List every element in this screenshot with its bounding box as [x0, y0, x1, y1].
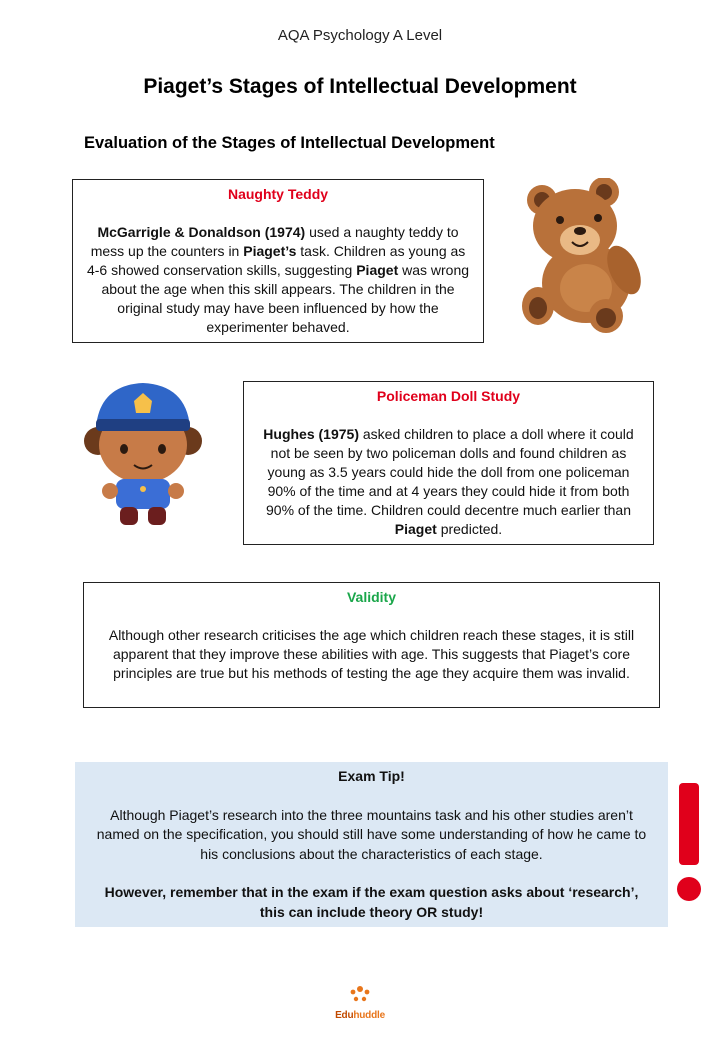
validity-body: Although other research criticises the age which children reach these stages, it is still apparent that they improve these abilities with age. This suggests that Piaget’s core principles are true but his methods of testing the age they acquire them was invalid.: [108, 627, 635, 681]
logo-wordmark: [330, 1010, 390, 1021]
authors: Hughes (1975): [263, 426, 359, 442]
policeman-doll-title: Policeman Doll Study: [376, 388, 521, 404]
policeman-doll-box: [243, 381, 654, 545]
piaget-name: Piaget: [394, 521, 437, 537]
naughty-teddy-box: [72, 179, 484, 343]
logo-part: Edu: [335, 1010, 354, 1021]
eduhuddle-logo: [330, 985, 390, 1025]
page-header: AQA Psychology A Level: [277, 27, 443, 44]
body-text: task. Children as young as 4-6 showed conservation skills, suggesting: [86, 243, 466, 278]
exam-tip-warning: However, remember that in the exam if the exam question asks about ‘research’, this can include theory OR study!: [104, 884, 639, 920]
exam-tip-panel: [75, 762, 668, 927]
validity-box: [83, 582, 660, 708]
body-text: asked children to place a doll where it could not be seen by two policeman dolls and found children as young as 3.5 years could hide the doll from one policeman 90% of the time and at 4 years they could hide it from both 90% of the time. Children could decentre much earlier than: [266, 426, 634, 518]
naughty-teddy-title: Naughty Teddy: [227, 186, 329, 202]
logo-part: huddle: [353, 1010, 385, 1021]
policeman-doll-body: [252, 425, 645, 539]
teddy-bear-icon: [520, 178, 642, 334]
body-text: used a naughty teddy to mess up the counters in: [90, 224, 459, 259]
exam-tip-title: Exam Tip!: [338, 768, 405, 784]
policeman-doll-icon: [80, 375, 206, 531]
authors: McGarrigle & Donaldson (1974): [97, 224, 306, 240]
exclamation-icon: [677, 783, 701, 903]
logo-people-icon: [348, 985, 372, 1005]
piaget-name: Piaget’s: [243, 243, 297, 259]
section-subtitle: Evaluation of the Stages of Intellectual Development: [84, 134, 495, 152]
naughty-teddy-body: [83, 223, 473, 337]
exam-tip-paragraph: Although Piaget’s research into the three mountains task and his other studies aren’t named on the specification, you should still have some understanding of how he came to his conclusions about the characteristics of each stage.: [96, 806, 647, 862]
page-title: Piaget’s Stages of Intellectual Development: [143, 75, 577, 98]
body-text: predicted.: [436, 521, 503, 537]
piaget-name: Piaget: [356, 262, 399, 278]
body-text: was wrong about the age when this skill appears. The children in the original study may have been influenced by how the experimenter behaved.: [101, 262, 470, 335]
validity-title: Validity: [346, 589, 397, 605]
